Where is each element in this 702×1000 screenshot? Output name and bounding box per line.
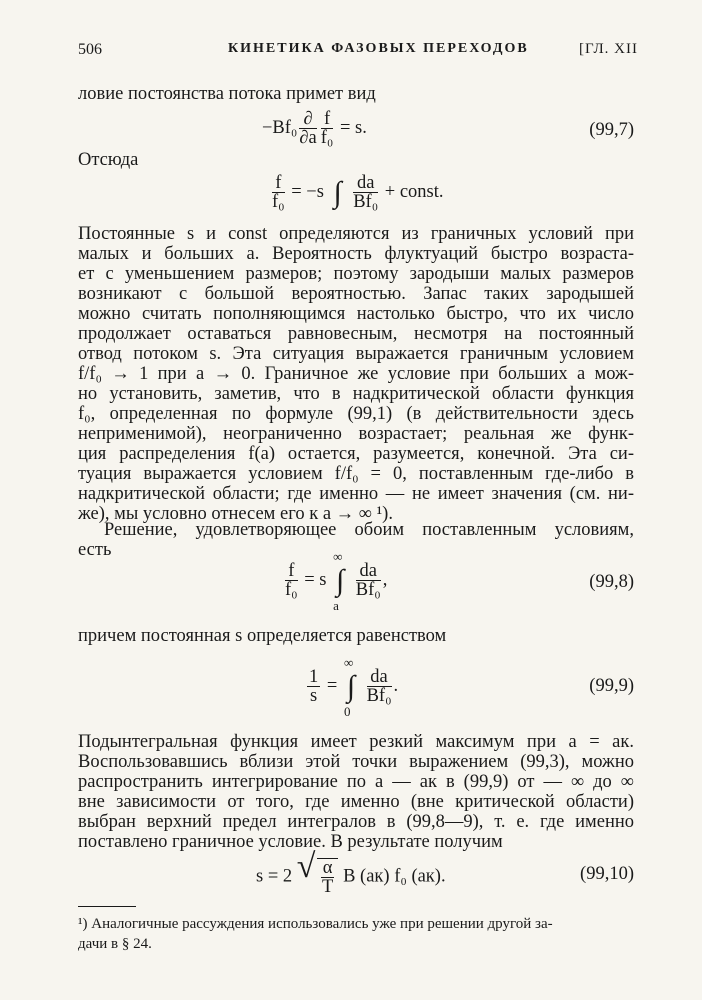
equ-mid: = −s [291,181,324,202]
eq8-ratio [285,562,298,599]
text-line: Отсюда [78,150,139,170]
equation-99-10 [256,848,446,897]
text-line: поставлено граничное условие. В результате получим [78,832,503,852]
eq8-f-num: f [285,562,298,581]
equation-number-99-8: (99,8) [589,572,634,592]
text-line: малых и больших a. Вероятность флуктуаций быстро возраста- [78,244,634,264]
eq8-lower-limit: a [333,597,339,613]
running-header [78,41,638,65]
chapter-label: [ГЛ. XII [578,41,638,57]
text-line: Воспользовавшись вблизи этой точки выражением (99,3), можно [78,752,634,772]
eq9-tail: . [393,675,399,696]
text-line: причем постоянная s определяется равенством [78,626,447,646]
page-number: 506 [78,41,102,58]
text-line: ция распределения f(a) остается, разумеется, конечной. Эта си- [78,444,634,464]
integral-sign: ∫ [333,175,342,209]
equ-f-num: f [272,174,285,193]
eq7-f-num: f [321,110,334,129]
square-root [296,848,339,897]
equation-number-99-7: (99,7) [589,120,634,140]
eq7-d-num: ∂ [299,110,316,129]
running-title: КИНЕТИКА ФАЗОВЫХ ПЕРЕХОДОВ [228,41,529,56]
footnote-line: ¹) Аналогичные рассуждения использовались уже при решении другой за- [78,916,553,932]
text-line: отвод потоком s. Эта ситуация выражается граничным условием [78,344,634,364]
eq9-num: 1 [309,667,319,687]
equation-99-9 [305,654,399,719]
eq9-den: s [310,686,318,706]
text-line: f/f₀ → 1 при a → 0. Граничное же условие при больших a мож- [78,364,634,384]
text-line: Решение, удовлетворяющее обоим поставленным условиям, [104,520,634,540]
text-line: f₀, определенная по формуле (99,1) (в действительности здесь [78,404,634,424]
footnote-line: дачи в § 24. [78,936,152,952]
eq8-upper-limit: ∞ [333,548,343,564]
text-line: ет с уменьшением размеров; поэтому зародыши малых размеров [78,264,634,284]
text-line: можно считать пополняющимся настолько быстро, что их число [78,304,634,324]
eq8-mid: = s [304,569,327,590]
eq9-da-num: da [367,668,392,687]
eq7-d-den: ∂a [299,128,317,148]
eq9-int: ∫ [346,669,356,703]
equ-da [353,174,378,211]
eq10-sqrt-ratio [321,859,335,896]
text-line: туация выражается условием f/f₀ = 0, поставленным где-либо в [78,464,634,484]
text-line: но установить, заметив, что в надкритической области функция [78,384,634,404]
text-line: Постоянные s и const определяются из граничных условий при [78,224,634,244]
eq10-lhs: s = 2 [256,866,293,887]
eq9-ratio [307,668,320,705]
eq7-lhs: −Bf₀ [262,117,298,138]
equ-da-den: Bf₀ [353,192,379,212]
text-line: вне зависимости от того, где именно (вне критической области) [78,792,634,812]
equ-ratio [272,174,285,211]
eq9-lower-limit: 0 [343,703,351,719]
equation-99-8 [283,548,388,613]
eq10-sq-num: α [322,858,333,878]
text-line: же), мы условно отнесем его к a → ∞ ¹). [78,504,393,524]
text-line: Подынтегральная функция имеет резкий максимум при a = aк. [78,732,634,752]
text-line: выбран верхний предел интегралов в (99,8—9), т. е. где именно [78,812,634,832]
footnote-rule [78,906,136,907]
text-line: ловие постоянства потока примет вид [78,84,376,104]
eq7-derivative [299,110,316,147]
eq7-ratio [321,110,334,147]
equation-99-7 [262,110,367,147]
eq8-da-num: da [356,562,381,581]
eq8-f-den: f₀ [285,580,298,600]
integral-sign [342,654,360,719]
text-line: возникают с большой вероятностью. Запас таких зародышей [78,284,634,304]
eq8-da-den: Bf₀ [355,580,381,600]
eq7-f-den: f₀ [320,128,334,148]
equation-number-99-10: (99,10) [580,864,634,884]
equ-f-den: f₀ [272,192,285,212]
eq8-tail: , [382,569,388,590]
eq8-int: ∫ [336,563,345,597]
text-line: надкритической области; где именно — не имеет значения (см. ни- [78,484,634,504]
eq10-rhs: B (aк) f₀ (aк). [343,866,446,887]
eq7-rhs: = s. [340,117,367,138]
equ-da-num: da [353,174,378,193]
equ-rhs: + const. [384,181,444,202]
text-line: есть [78,540,112,560]
radical-sign-icon: √ [296,848,316,885]
text-line: распространить интегрирование по a — aк в (99,9) от — ∞ до ∞ [78,772,634,792]
equation-number-99-9: (99,9) [589,676,634,696]
equation-solution-integral [270,174,444,211]
text-line: продолжает оставаться равновесным, несмотря на постоянный [78,324,634,344]
eq9-da [367,668,392,705]
eq10-sq-den: T [321,877,334,897]
integral-sign [331,548,349,613]
eq9-upper-limit: ∞ [343,654,354,670]
eq9-da-den: Bf₀ [366,686,392,706]
eq8-da [356,562,381,599]
text-line: неприменимой), неограниченно возрастает; реальная же функ- [78,424,634,444]
eq9-mid: = [326,675,338,696]
